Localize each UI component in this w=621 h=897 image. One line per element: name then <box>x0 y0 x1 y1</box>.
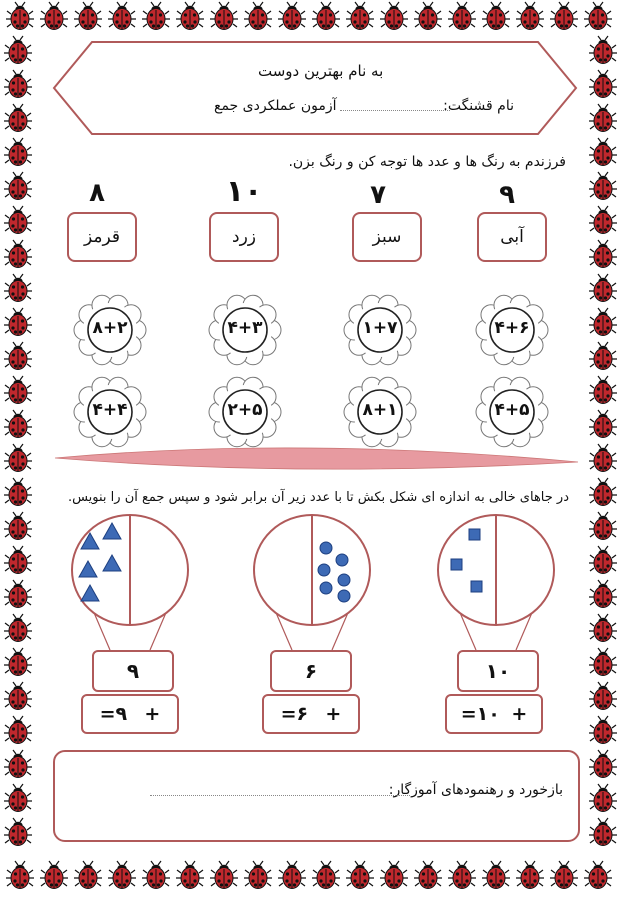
equation-box[interactable] <box>445 694 543 734</box>
equation-total: =۱۰ <box>460 703 500 725</box>
flower-sum-label[interactable]: ۸+۱ <box>362 400 398 420</box>
balloon <box>438 515 554 650</box>
circle-shape <box>318 564 330 576</box>
flower-sum-label[interactable]: ۴+۴ <box>92 400 128 420</box>
equation-total: =۶ <box>280 703 309 725</box>
flower-sum-label[interactable]: ۲+۵ <box>227 400 263 420</box>
flower-sum-label[interactable]: ۴+۳ <box>227 318 263 338</box>
color-key-number: ۷ <box>370 180 386 210</box>
balloon-total-box: ۱۰ <box>457 650 539 692</box>
square-shape <box>451 559 462 570</box>
color-key-number: ۹ <box>499 180 515 210</box>
flower-sum-label[interactable]: ۴+۵ <box>494 400 530 420</box>
balloon <box>72 515 188 650</box>
color-key-red: قرمز <box>67 212 137 262</box>
balloon-total-box: ۶ <box>270 650 352 692</box>
color-key-blue: آبی <box>477 212 547 262</box>
color-key-number: ۸ <box>89 178 105 208</box>
color-key-green: سبز <box>352 212 422 262</box>
circle-shape <box>320 582 332 594</box>
color-key-yellow: زرد <box>209 212 279 262</box>
circle-shape <box>338 574 350 586</box>
plus-sign: + <box>325 703 342 725</box>
name-label: نام قشنگت: <box>443 98 514 114</box>
flower-sum-label[interactable]: ۴+۶ <box>494 318 530 338</box>
header-subtitle: آزمون عملکردی جمع <box>214 98 337 114</box>
flower-sum-label[interactable]: ۸+۲ <box>92 318 128 338</box>
circle-shape <box>338 590 350 602</box>
section1-instruction: فرزندم به رنگ ها و عدد ها توجه کن و رنگ بزن. <box>288 154 566 170</box>
feedback-field[interactable] <box>150 795 410 796</box>
flower-sum-label[interactable]: ۱+۷ <box>362 318 398 338</box>
feedback-label: بازخورد و رهنمودهای آموزگار: <box>388 782 563 798</box>
circle-shape <box>320 542 332 554</box>
square-shape <box>469 529 480 540</box>
section-divider <box>55 448 578 469</box>
plus-sign: + <box>511 703 528 725</box>
plus-sign: + <box>144 703 161 725</box>
equation-box[interactable] <box>262 694 360 734</box>
balloon <box>254 515 370 650</box>
header-title: به نام بهترین دوست <box>258 62 384 80</box>
balloon-total-box: ۹ <box>92 650 174 692</box>
circle-shape <box>336 554 348 566</box>
equation-total: =۹ <box>99 703 128 725</box>
section2-instruction: در جاهای خالی به اندازه ای شکل بکش تا با عدد زیر آن برابر شود و سپس جمع آن را بنویس. <box>67 490 569 505</box>
color-key-number: ۱۰ <box>225 174 263 209</box>
square-shape <box>471 581 482 592</box>
equation-box[interactable] <box>81 694 179 734</box>
